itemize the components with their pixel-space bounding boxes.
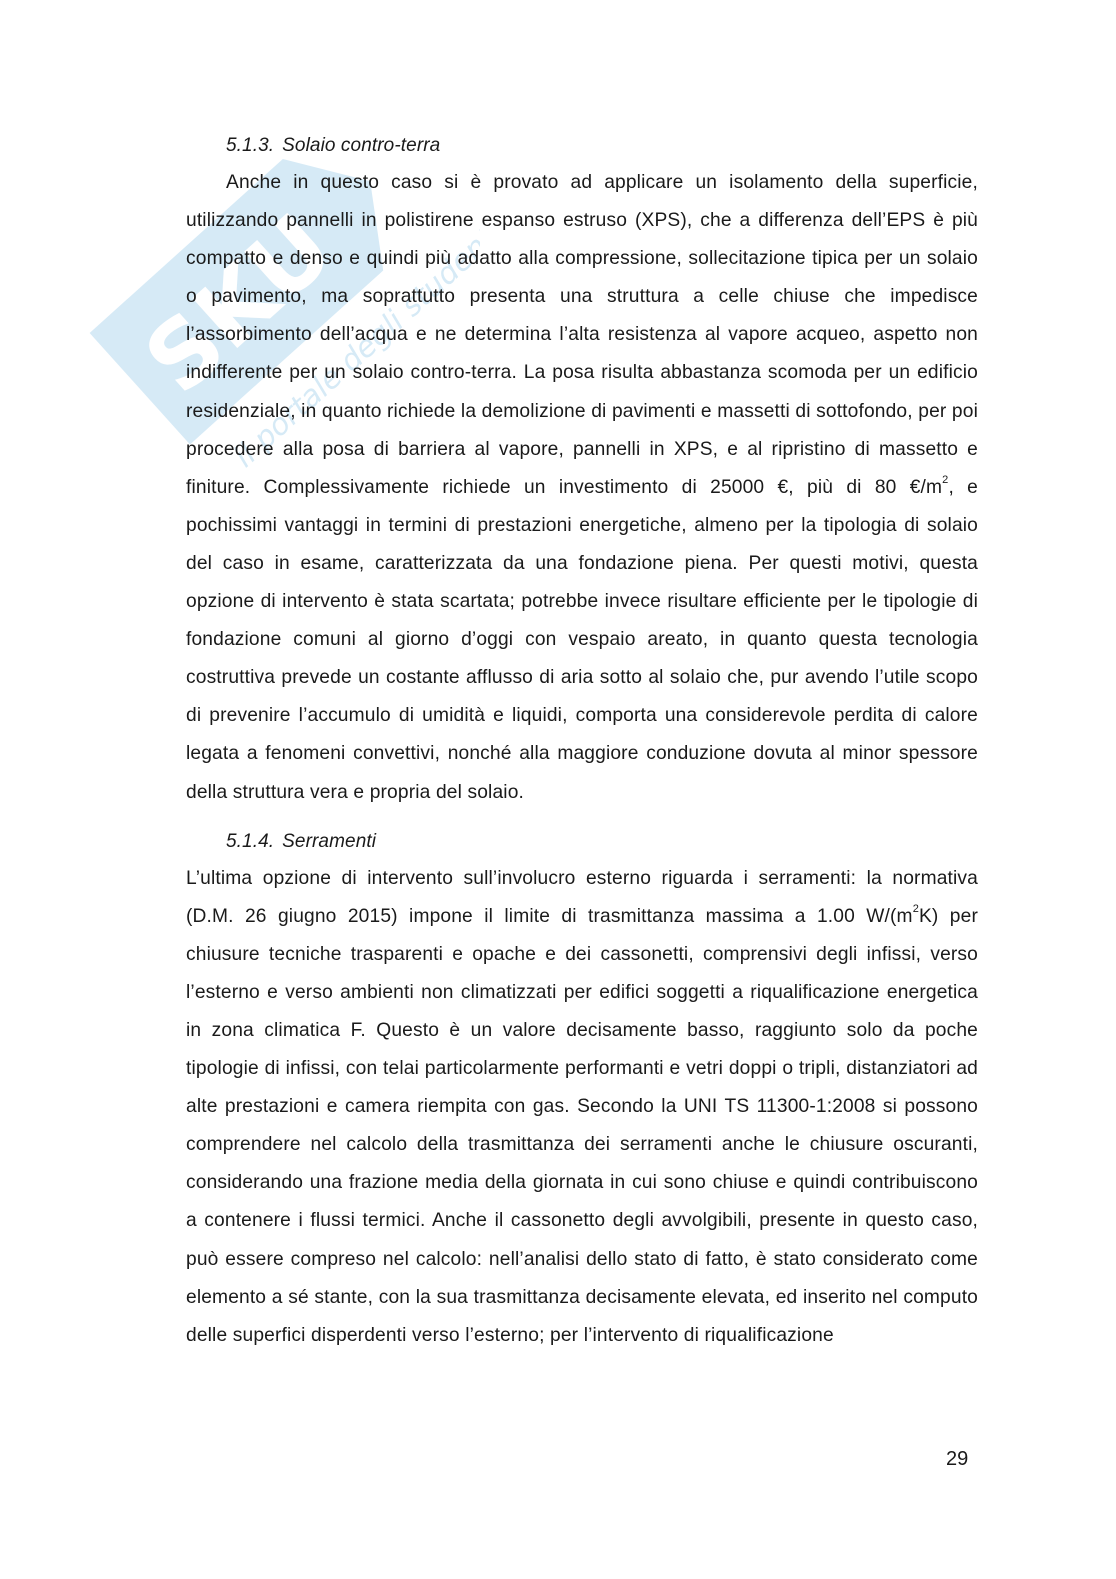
section-number: 5.1.3. (226, 135, 275, 156)
superscript: 2 (942, 474, 949, 487)
section-title: Solaio contro-terra (282, 135, 441, 156)
section-heading (226, 824, 978, 860)
body-paragraph (186, 860, 978, 1355)
paragraph-text: , e pochissimi vantaggi in termini di prestazioni energetiche, almeno per la tipologia di solaio del caso in esame, caratterizzata da una fondazione piena. Per questi motivi, questa opzione di intervento è stata scartata; potrebbe invece risultare efficiente per le tipologie di fondazione comuni al giorno d’oggi con vespaio areato, in quanto questa tecnologia costruttiva prevede un costante afflusso di aria sotto al solaio che, pur avendo l’utile scopo di prevenire l’accumulo di umidità e liquidi, comporta una considerevole perdita di calore legata a fenomeni convettivi, nonché alla maggiore conduzione dovuta al minor spessore della struttura vera e propria del solaio. (186, 476, 978, 803)
paragraph-text: K) per chiusure tecniche trasparenti e opache e dei cassonetti, comprensivi degli infissi, verso l’esterno e verso ambienti non climatizzati per edifici soggetti a riqualificazione energetica in zona climatica F. Questo è un valore decisamente basso, raggiunto solo da poche tipologie di infissi, con telai particolarmente performanti e vetri doppi o tripli, distanziatori ad alte prestazioni e camera riempita con gas. Secondo la UNI TS 11300-1:2008 si possono comprendere nel calcolo della trasmittanza dei serramenti anche le chiusure oscuranti, considerando una frazione media della giornata in cui sono chiuse e quindi contribuiscono a contenere i flussi termici. Anche il cassonetto degli avvolgibili, presente in questo caso, può essere compreso nel calcolo: nell’analisi dello stato di fatto, è stato considerato come elemento a sé stante, con la sua trasmittanza decisamente elevata, ed inserito nel computo delle superfici disperdenti verso l’esterno; per l’intervento di riqualificazione (186, 905, 978, 1346)
paragraph-text: Anche in questo caso si è provato ad applicare un isolamento della superficie, utilizzando pannelli in polistirene espanso estruso (XPS), che a differenza dell’EPS è più compatto e denso e quindi più adatto alla compressione, sollecitazione tipica per un solaio o pavimento, ma soprattutto presenta una struttura a celle chiuse che impedisce l’assorbimento dell’acqua e ne determina l’alta resistenza al vapore acqueo, aspetto non indifferente per un solaio contro-terra. La posa risulta abbastanza scomoda per un edificio residenziale, in quanto richiede la demolizione di pavimenti e massetti di sottofondo, per poi procedere alla posa di barriera al vapore, pannelli in XPS, e al ripristino di massetto e finiture. Complessivamente richiede un investimento di 25000 €, più di 80 €/m (186, 172, 978, 498)
section-number: 5.1.4. (226, 830, 275, 852)
paragraph-text: L’ultima opzione di intervento sull’involucro esterno riguarda i serramenti: la normativa (D.M. 26 giugno 2015) impone il limite di trasmittanza massima a 1.00 W/(m (186, 867, 978, 927)
page-content (186, 128, 978, 1355)
body-paragraph (186, 164, 978, 812)
svg-text:il portale degli studenti: il portale degli studenti (227, 215, 480, 475)
section-title: Serramenti (282, 830, 377, 852)
page-number: 29 (946, 1448, 969, 1470)
svg-text:SKU: SKU (124, 193, 354, 415)
superscript: 2 (912, 903, 919, 916)
section-heading (226, 128, 978, 164)
